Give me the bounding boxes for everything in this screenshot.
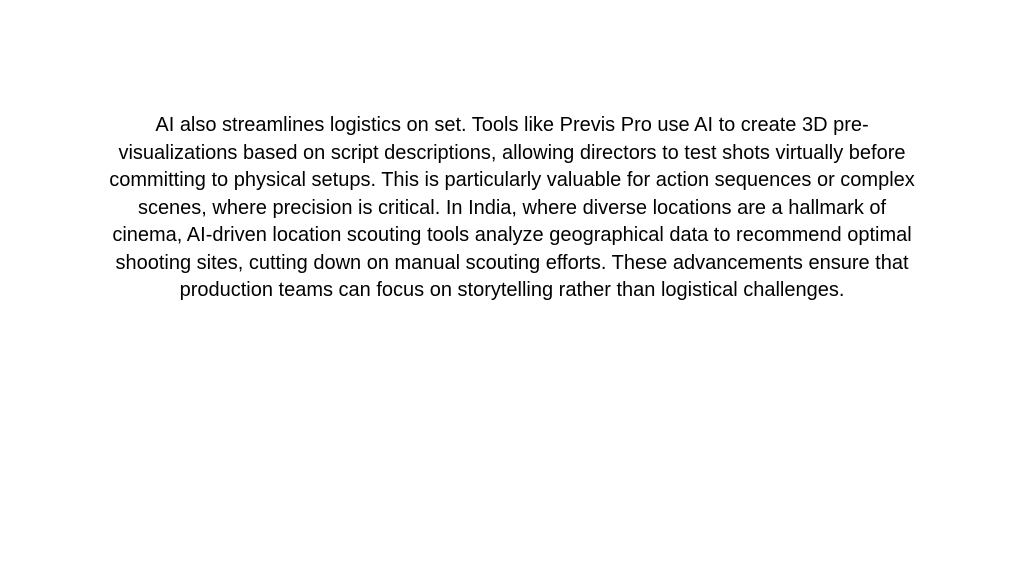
paragraph-line-2: visualizations based on script descriptions, allowing directors to test shots virtually before: [118, 141, 906, 164]
paragraph-line-4: scenes, where precision is critical. In India, where diverse locations are a hallmark of: [137, 196, 887, 219]
body-paragraph: [44, 112, 980, 305]
paragraph-line-5: cinema, AI-driven location scouting tools analyze geographical data to recommend optimal: [112, 224, 912, 246]
paragraph-line-1: AI also streamlines logistics on set. Tools like Previs Pro use AI to create 3D pre-: [155, 114, 869, 136]
paragraph-line-7: production teams can focus on storytelling rather than logistical challenges.: [179, 279, 845, 301]
paragraph-line-3: committing to physical setups. This is particularly valuable for action sequences or complex: [109, 169, 915, 191]
paragraph-line-6: shooting sites, cutting down on manual scouting efforts. These advancements ensure that: [115, 251, 909, 274]
